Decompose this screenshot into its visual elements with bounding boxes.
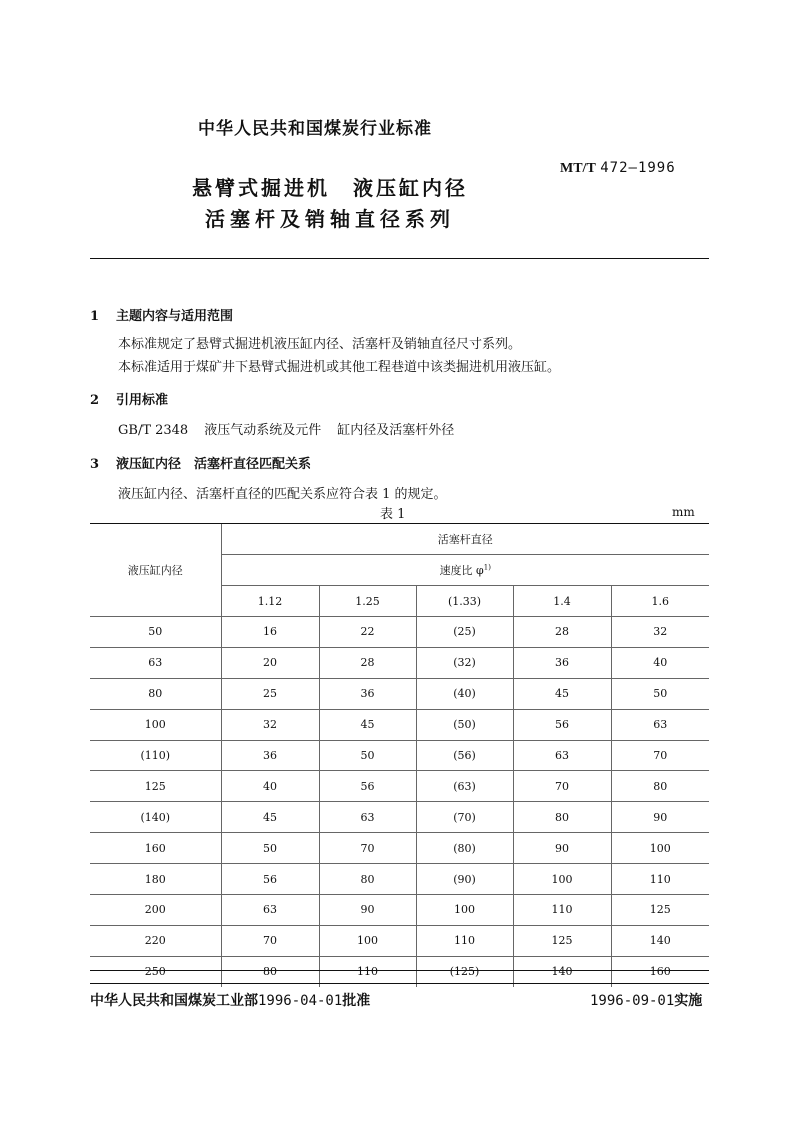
rod-diameter-cell: 20: [221, 647, 319, 678]
rod-diameter-cell: 16: [221, 617, 319, 648]
speed-ratio-header-cell: [221, 555, 709, 586]
rod-diameter-cell: 90: [319, 895, 416, 926]
footer-divider: [90, 983, 709, 984]
reference-name: 液压气动系统及元件: [204, 423, 322, 438]
document-title-line2: 活塞杆及销轴直径系列: [205, 207, 455, 231]
rod-diameter-cell: 80: [611, 771, 709, 802]
section-title: 引用标准: [116, 393, 169, 408]
rod-diameter-cell: 100: [416, 895, 513, 926]
reference-description: 缸内径及活塞杆外径: [337, 423, 455, 438]
table-row: [90, 647, 709, 678]
section-1-paragraph-1: 本标准规定了悬臂式掘进机液压缸内径、活塞杆及销轴直径尺寸系列。: [118, 337, 522, 352]
referenced-standard: [118, 419, 454, 438]
table-row: [90, 771, 709, 802]
rod-diameter-cell: 140: [611, 925, 709, 956]
rod-diameter-cell: 32: [221, 709, 319, 740]
effective-statement: [590, 990, 702, 1010]
rod-diameter-cell: 36: [513, 647, 611, 678]
rod-diameter-cell: 110: [319, 956, 416, 986]
table-row: [90, 864, 709, 895]
rod-diameter-cell: 110: [416, 925, 513, 956]
rod-diameter-cell: 40: [221, 771, 319, 802]
reference-code: GB/T 2348: [118, 423, 189, 438]
rod-diameter-cell: 32: [611, 617, 709, 648]
section-title: 主题内容与适用范围: [116, 309, 234, 324]
rod-diameter-cell: 25: [221, 678, 319, 709]
rod-diameter-cell: 70: [221, 925, 319, 956]
rod-diameter-cell: 100: [513, 864, 611, 895]
table-row: [90, 678, 709, 709]
ratio-cell: 1.12: [221, 586, 319, 617]
rod-diameter-cell: 45: [319, 709, 416, 740]
bore-diameter-cell: 100: [90, 709, 221, 740]
table-row: [90, 740, 709, 771]
table-row: [90, 802, 709, 833]
rod-diameter-cell: 70: [611, 740, 709, 771]
rod-diameter-cell: 36: [319, 678, 416, 709]
rod-diameter-cell: (90): [416, 864, 513, 895]
header-divider: [90, 258, 709, 259]
rod-diameter-cell: 90: [611, 802, 709, 833]
approver: 中华人民共和国煤炭工业部: [90, 993, 258, 1009]
standard-code-prefix: MT/T: [560, 161, 596, 176]
ratio-cell: 1.25: [319, 586, 416, 617]
rod-diameter-cell: 63: [611, 709, 709, 740]
table-bottom-rule: [90, 970, 709, 971]
rod-diameter-cell: 70: [319, 833, 416, 864]
rod-diameter-cell: 56: [319, 771, 416, 802]
rod-diameter-cell: 50: [319, 740, 416, 771]
rod-diameter-cell: 28: [319, 647, 416, 678]
rod-diameter-cell: (80): [416, 833, 513, 864]
rod-diameter-cell: 56: [513, 709, 611, 740]
approval-statement: [90, 990, 370, 1010]
section-number: 3: [90, 457, 100, 472]
rod-diameter-cell: 70: [513, 771, 611, 802]
row-header-cell: 液压缸内径: [90, 524, 221, 617]
rod-diameter-cell: 50: [611, 678, 709, 709]
table-row: [90, 709, 709, 740]
rod-diameter-cell: 63: [319, 802, 416, 833]
ratio-cell: 1.4: [513, 586, 611, 617]
rod-diameter-cell: 80: [513, 802, 611, 833]
section-2-heading: [90, 389, 168, 408]
rod-diameter-cell: 125: [611, 895, 709, 926]
bore-diameter-cell: (110): [90, 740, 221, 771]
rod-diameter-cell: 100: [319, 925, 416, 956]
bore-diameter-cell: 220: [90, 925, 221, 956]
section-number: 2: [90, 393, 100, 408]
rod-diameter-cell: (125): [416, 956, 513, 986]
rod-diameter-cell: 100: [611, 833, 709, 864]
rod-diameter-cell: (63): [416, 771, 513, 802]
rod-diameter-cell: 45: [513, 678, 611, 709]
rod-diameter-cell: (25): [416, 617, 513, 648]
effective-date: 1996-09-01: [590, 993, 675, 1009]
section-1-paragraph-2: 本标准适用于煤矿井下悬臂式掘进机或其他工程巷道中该类掘进机用液压缸。: [118, 360, 561, 375]
footnote-marker: 1): [483, 563, 491, 572]
approve-label: 批准: [342, 993, 371, 1009]
table-row: [90, 833, 709, 864]
rod-diameter-cell: 28: [513, 617, 611, 648]
rod-diameter-cell: (40): [416, 678, 513, 709]
rod-diameter-cell: (56): [416, 740, 513, 771]
rod-diameter-cell: 36: [221, 740, 319, 771]
bore-diameter-cell: 125: [90, 771, 221, 802]
group-header-cell: 活塞杆直径: [221, 524, 709, 555]
bore-diameter-cell: 160: [90, 833, 221, 864]
rod-diameter-cell: 56: [221, 864, 319, 895]
bore-diameter-cell: 63: [90, 647, 221, 678]
rod-diameter-cell: 160: [611, 956, 709, 986]
rod-diameter-cell: 45: [221, 802, 319, 833]
table-body: [90, 617, 709, 987]
section-number: 1: [90, 309, 100, 324]
rod-diameter-cell: 90: [513, 833, 611, 864]
bore-diameter-cell: 50: [90, 617, 221, 648]
section-1-heading: [90, 305, 233, 324]
section-title: 液压缸内径 活塞杆直径匹配关系: [116, 457, 312, 472]
rod-diameter-cell: 110: [611, 864, 709, 895]
table-caption: 表 1: [380, 507, 406, 522]
ratio-cell: (1.33): [416, 586, 513, 617]
effective-label: 实施: [674, 993, 703, 1009]
table-row: [90, 925, 709, 956]
bore-diameter-cell: (140): [90, 802, 221, 833]
rod-diameter-cell: (32): [416, 647, 513, 678]
bore-diameter-cell: 250: [90, 956, 221, 986]
rod-diameter-cell: (70): [416, 802, 513, 833]
rod-diameter-cell: 40: [611, 647, 709, 678]
ratio-cell: 1.6: [611, 586, 709, 617]
table-row: [90, 895, 709, 926]
bore-diameter-cell: 200: [90, 895, 221, 926]
approve-date: 1996-04-01: [258, 993, 343, 1009]
rod-diameter-cell: (50): [416, 709, 513, 740]
table-unit: mm: [672, 505, 695, 519]
matching-table: [90, 523, 709, 987]
speed-ratio-label: 速度比 φ: [439, 564, 484, 577]
rod-diameter-cell: 63: [221, 895, 319, 926]
issuing-organization: 中华人民共和国煤炭行业标准: [198, 119, 432, 139]
rod-diameter-cell: 110: [513, 895, 611, 926]
standard-code-number: 472—1996: [600, 160, 676, 176]
section-3-paragraph: 液压缸内径、活塞杆直径的匹配关系应符合表 1 的规定。: [118, 487, 447, 502]
rod-diameter-cell: 140: [513, 956, 611, 986]
bore-diameter-cell: 180: [90, 864, 221, 895]
document-title-line1: 悬臂式掘进机 液压缸内径: [192, 176, 468, 200]
rod-diameter-cell: 125: [513, 925, 611, 956]
table-row: [90, 617, 709, 648]
rod-diameter-cell: 80: [319, 864, 416, 895]
rod-diameter-cell: 50: [221, 833, 319, 864]
rod-diameter-cell: 80: [221, 956, 319, 986]
section-3-heading: [90, 453, 311, 472]
rod-diameter-cell: 63: [513, 740, 611, 771]
bore-diameter-cell: 80: [90, 678, 221, 709]
rod-diameter-cell: 22: [319, 617, 416, 648]
